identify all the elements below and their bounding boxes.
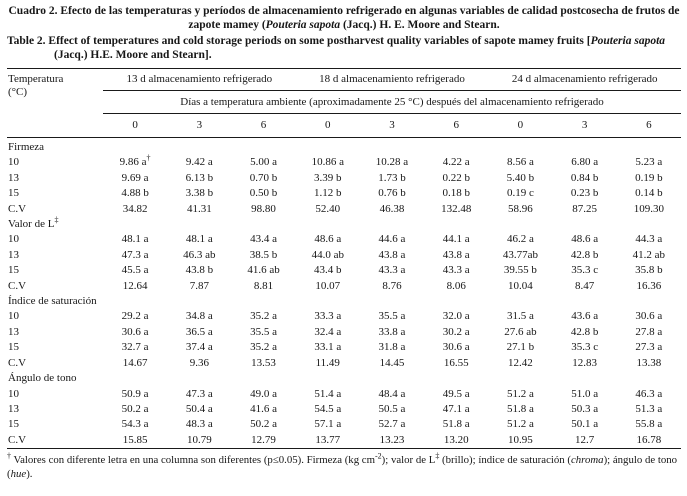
data-cell: 98.80 [251,202,276,215]
data-cell: 48.6 a [571,233,599,246]
data-cell: 7.87 [189,279,209,292]
data-cell: 10.28 a [375,156,409,169]
group-header-row [7,69,681,91]
data-cell: 27.8 a [635,325,663,338]
data-cell: 8.81 [253,279,274,292]
temperatura-header-text: Temperatura (°C) [8,73,64,98]
data-cell: 34.8 a [185,310,213,323]
row-label: 13 [8,171,19,184]
text-segment: Table 2. Effect of temperatures and cold storage periods on some postharvest quality variables of sapote mamey fruits [ [7,35,591,47]
data-cell: 10.04 [508,279,533,292]
data-cell: 54.5 a [314,402,342,415]
data-cell: 32.7 a [121,341,149,354]
row-label: 15 [8,341,19,354]
data-cell: 51.8 a [442,418,470,431]
data-cell: 5.40 b [506,171,535,184]
data-row [7,279,681,294]
data-cell: 50.2 a [121,402,149,415]
data-row [7,417,681,432]
data-cell: 43.8 a [442,248,470,261]
data-cell: 50.5 a [378,402,406,415]
data-cell: 43.4 a [250,233,277,246]
data-cell: 6.13 b [185,171,214,184]
data-cell: 0.76 b [378,187,406,200]
data-cell: 1.12 b [314,187,342,200]
group-header-24d: 24 d almacenamiento refrigerado [488,69,681,91]
data-cell: 57.1 a [314,418,342,431]
section-row [7,371,681,386]
data-cell: 43.6 a [571,310,599,323]
data-cell: 14.45 [379,356,405,369]
data-cell: 0.23 b [570,187,599,200]
row-label: 10 [8,156,19,169]
data-row [7,309,681,324]
data-cell: 9.42 a [185,156,213,169]
section-row [7,217,681,232]
data-cell: 42.8 b [570,325,599,338]
data-cell: 50.9 a [121,387,149,400]
day-header: 6 [617,114,681,138]
data-cell: 51.0 a [571,387,599,400]
section-row-filler [103,217,681,232]
day-header: 3 [553,114,617,138]
data-cell: 52.7 a [378,418,406,431]
data-cell: 41.31 [186,202,212,215]
data-cell: 15.85 [122,433,148,446]
data-cell: 50.1 a [571,418,599,431]
data-cell: 33.8 a [378,325,406,338]
text-segment: ); ángulo de tono ( [7,454,678,480]
text-segment: ); valor de L [381,454,436,467]
row-label: 15 [8,264,19,277]
data-cell: 50.3 a [571,402,599,415]
data-cell: 43.8 b [185,264,214,277]
data-cell: 9.69 a [121,171,149,184]
row-label: 13 [8,402,19,415]
data-cell: 42.8 b [570,248,599,261]
data-cell: 34.82 [122,202,148,215]
data-cell: 54.3 a [121,418,149,431]
day-header: 0 [296,114,360,138]
data-row [7,325,681,340]
data-cell: 51.3 a [635,402,663,415]
data-cell: 46.3 ab [183,248,216,261]
text-segment: † [7,451,11,461]
data-cell: 48.4 a [378,387,406,400]
data-cell: 45.5 a [121,264,149,277]
data-cell: 4.88 b [121,187,149,200]
data-cell: 0.18 b [442,187,470,200]
row-label: 10 [8,310,19,323]
data-cell: 49.5 a [442,387,470,400]
data-cell: 10.79 [186,433,212,446]
row-label: C.V [8,433,27,446]
data-cell: 33.1 a [314,341,342,354]
data-row [7,356,681,371]
data-cell: 8.47 [575,279,595,292]
row-label: 10 [8,387,19,400]
data-cell: 48.6 a [314,233,342,246]
data-cell: 58.96 [508,202,533,215]
data-cell: 1.73 b [378,171,406,184]
data-cell: 43.8 a [378,248,406,261]
data-cell: 0.70 b [249,171,278,184]
data-cell: 51.2 a [506,387,534,400]
data-cell: 41.6 a [250,402,277,415]
data-cell: 12.64 [122,279,148,292]
row-label: 13 [8,248,19,261]
data-cell: 9.86 a† [119,153,151,169]
data-cell: 12.7 [575,433,595,446]
data-row [7,340,681,355]
data-cell: 30.2 a [442,325,470,338]
data-cell: 50.4 a [185,402,213,415]
data-cell: 46.3 a [635,387,663,400]
data-cell: 16.36 [636,279,662,292]
data-cell: 0.14 b [635,187,663,200]
data-cell: 3.39 b [314,171,342,184]
caption-spanish [7,5,681,32]
data-cell: 43.4 b [314,264,342,277]
text-segment: -2 [375,451,382,461]
data-cell: 27.3 a [635,341,663,354]
data-row [7,387,681,402]
section-title: Firmeza [8,141,45,153]
column-header-temperatura [7,69,103,138]
data-cell: 10.07 [315,279,341,292]
section-title: Ángulo de tono [8,372,77,385]
data-cell: 0.19 c [506,187,534,200]
data-cell: 44.6 a [378,233,406,246]
row-label: 15 [8,187,19,200]
data-cell: 9.36 [189,356,209,369]
data-cell: 0.19 b [635,171,663,184]
data-cell: 87.25 [572,202,598,215]
data-row [7,402,681,417]
data-cell: 50.2 a [250,418,277,431]
text-segment: ). [26,467,33,480]
data-cell: 29.2 a [121,310,149,323]
row-label: C.V [8,279,27,292]
quality-variables-table [7,68,681,449]
data-row [7,171,681,186]
section-row-filler [103,371,681,386]
data-cell: 10.95 [508,433,533,446]
section-row [7,138,681,156]
data-cell: 44.3 a [635,233,663,246]
row-label: C.V [8,202,27,215]
data-cell: 8.76 [382,279,402,292]
data-row [7,186,681,201]
text-segment: Pouteria sapota [590,35,666,47]
ambient-header-row [7,91,681,114]
data-cell: 12.83 [572,356,598,369]
data-cell: 13.23 [379,433,405,446]
data-cell: 13.77 [315,433,341,446]
data-cell: 0.84 b [570,171,599,184]
day-header-row [7,114,681,138]
data-cell: 5.00 a [250,156,277,169]
text-segment: (Jacq.) H. E. Moore and Stearn. [340,18,500,31]
data-cell: 132.48 [441,202,472,215]
data-cell: 13.53 [251,356,276,369]
group-header-13d: 13 d almacenamiento refrigerado [103,69,296,91]
day-header: 3 [360,114,424,138]
data-cell: 10.86 a [311,156,344,169]
section-row [7,294,681,309]
data-cell: 47.3 a [185,387,213,400]
day-header: 0 [103,114,167,138]
data-cell: 46.2 a [506,233,534,246]
data-cell: 31.8 a [378,341,406,354]
data-row [7,202,681,217]
row-label: 13 [8,325,19,338]
data-cell: 13.20 [443,433,469,446]
data-cell: 36.5 a [185,325,213,338]
row-label: 15 [8,418,19,431]
day-header: 6 [424,114,488,138]
data-cell: 47.3 a [121,248,149,261]
significance-marker: ‡ [54,215,59,225]
data-cell: 4.22 a [442,156,470,169]
group-header-18d: 18 d almacenamiento refrigerado [296,69,489,91]
data-cell: 41.6 ab [247,264,280,277]
data-cell: 30.6 a [121,325,149,338]
data-cell: 14.67 [122,356,148,369]
data-cell: 12.42 [508,356,533,369]
text-segment: hue [10,467,27,480]
data-cell: 51.8 a [506,402,534,415]
data-cell: 43.3 a [442,264,470,277]
data-cell: 16.55 [443,356,469,369]
data-cell: 0.22 b [442,171,470,184]
data-cell: 11.49 [315,356,340,369]
data-cell: 51.2 a [506,418,534,431]
caption-english [7,35,681,62]
day-header: 0 [488,114,552,138]
data-cell: 35.2 a [250,341,277,354]
data-cell: 44.1 a [442,233,470,246]
data-row [7,232,681,247]
data-cell: 8.06 [446,279,466,292]
section-row-filler [103,138,681,156]
text-segment: Pouteria sapota [265,18,341,31]
data-cell: 16.78 [636,433,662,446]
data-cell: 48.3 a [185,418,213,431]
data-cell: 48.1 a [185,233,213,246]
data-cell: 46.38 [379,202,405,215]
row-label: C.V [8,356,27,369]
data-cell: 39.55 b [503,264,537,277]
data-cell: 35.2 a [250,310,277,323]
data-cell: 35.8 b [635,264,663,277]
data-row [7,433,681,449]
footnote [7,451,681,481]
data-cell: 44.0 ab [311,248,344,261]
data-cell: 30.6 a [442,341,470,354]
data-cell: 35.5 a [250,325,277,338]
ambient-days-header: Días a temperatura ambiente (aproximadamente 25 °C) después del almacenamiento refrigerado [103,91,681,114]
data-cell: 47.1 a [442,402,470,415]
text-segment: (brillo); índice de saturación ( [439,454,571,467]
section-title: Índice de saturación [8,295,97,308]
data-cell: 32.0 a [442,310,470,323]
data-cell: 33.3 a [314,310,342,323]
data-row [7,155,681,170]
data-row [7,263,681,278]
section-row-filler [103,294,681,309]
data-cell: 38.5 b [249,248,278,261]
data-cell: 27.6 ab [504,325,537,338]
data-cell: 32.4 a [314,325,342,338]
data-cell: 43.77ab [502,248,538,261]
data-cell: 31.5 a [506,310,534,323]
data-cell: 37.4 a [185,341,213,354]
text-segment: chroma [570,454,604,467]
text-segment: Valores con diferente letra en una columna son diferentes (p≤0.05). Firmeza (kg cm [11,454,375,467]
data-cell: 55.8 a [635,418,663,431]
data-cell: 49.0 a [250,387,277,400]
data-cell: 35.3 c [571,341,599,354]
text-segment: (Jacq.) H.E. Moore and Stearn]. [54,48,212,61]
data-cell: 35.5 a [378,310,406,323]
table-body [7,138,681,449]
data-cell: 30.6 a [635,310,663,323]
text-segment: ‡ [435,451,440,461]
row-label: 10 [8,233,19,246]
data-cell: 5.23 a [635,156,663,169]
data-cell: 8.56 a [506,156,534,169]
data-cell: 35.3 c [571,264,599,277]
data-cell: 48.1 a [121,233,149,246]
table-header [7,69,681,138]
data-cell: 43.3 a [378,264,406,277]
data-cell: 0.50 b [249,187,278,200]
data-cell: 41.2 ab [632,248,666,261]
data-cell: 6.80 a [571,156,599,169]
data-cell: 51.4 a [314,387,342,400]
text-segment: Cuadro 2. Efecto de las temperaturas y períodos de almacenamiento refrigerado en algunas variables de calidad postcosecha de frutos de zapote mamey ( [8,5,680,31]
data-row [7,248,681,263]
data-cell: 52.40 [315,202,341,215]
data-cell: 3.38 b [185,187,214,200]
day-header: 3 [167,114,231,138]
significance-marker: † [146,153,151,163]
data-cell: 12.79 [251,433,276,446]
day-header: 6 [231,114,295,138]
data-cell: 109.30 [633,202,664,215]
section-title: Valor de L‡ [8,215,59,231]
data-cell: 13.38 [636,356,662,369]
data-cell: 27.1 b [506,341,535,354]
